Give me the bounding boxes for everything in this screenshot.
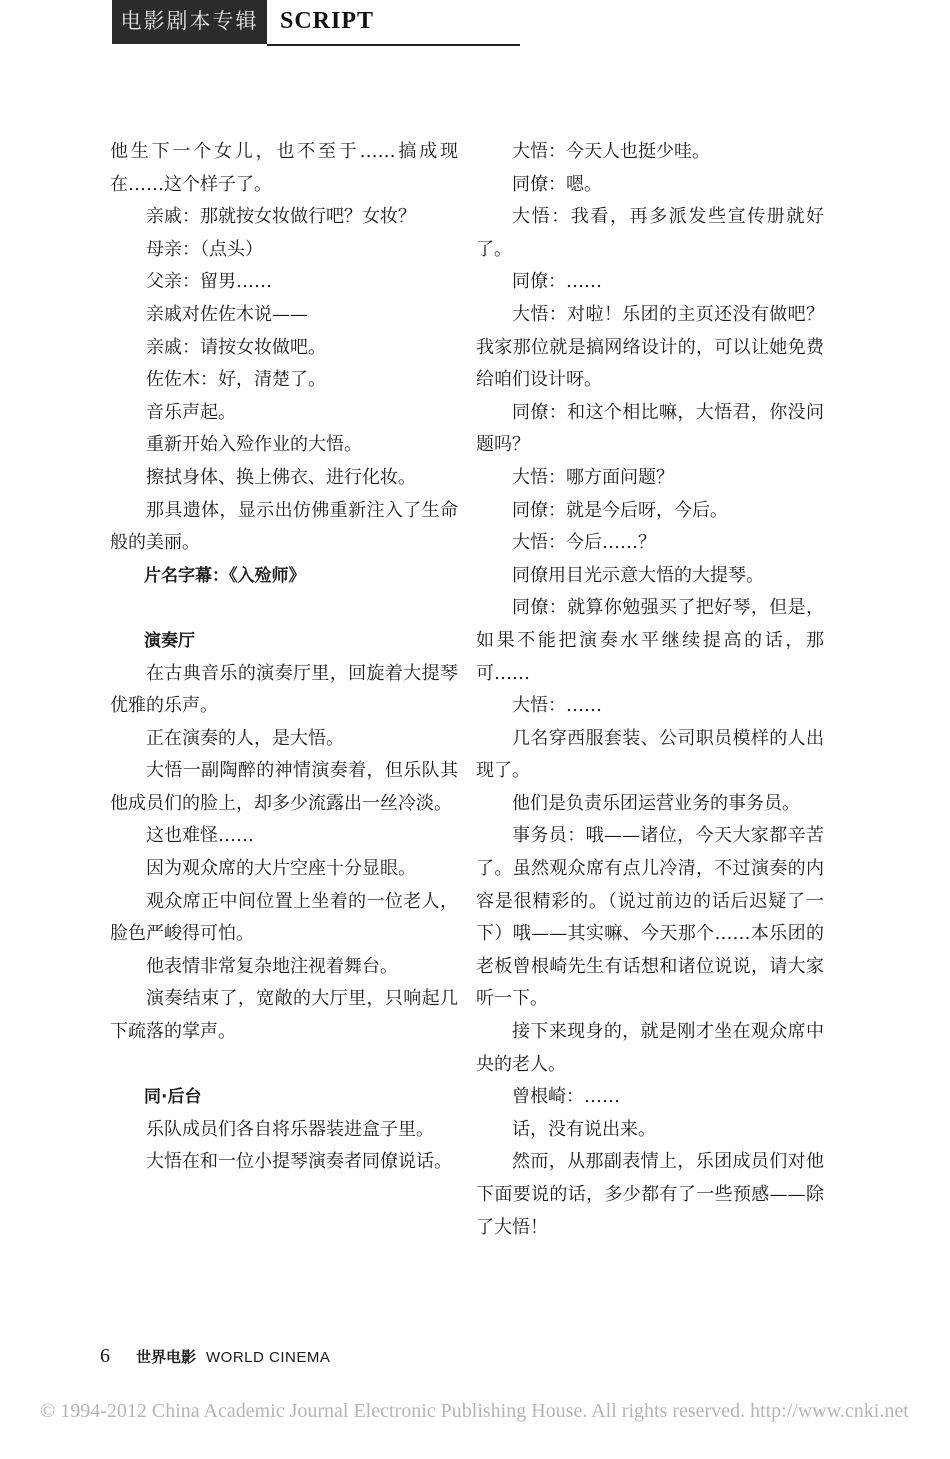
paragraph: 演奏结束了，宽敞的大厅里，只响起几下疏落的掌声。 bbox=[110, 988, 458, 1043]
magazine-name-en: WORLD CINEMA bbox=[206, 1349, 331, 1366]
paragraph: 他表情非常复杂地注视着舞台。 bbox=[146, 955, 398, 977]
section-gap bbox=[110, 1049, 458, 1082]
page-footer bbox=[100, 1345, 330, 1368]
paragraph: 这也难怪…… bbox=[146, 825, 254, 847]
paragraph: 音乐声起。 bbox=[146, 401, 236, 423]
left-column bbox=[110, 136, 458, 1179]
paragraph: 父亲：留男…… bbox=[146, 271, 272, 293]
paragraph: 亲戚：请按女妆做吧。 bbox=[146, 336, 326, 358]
paragraph: 同僚：就算你勉强买了把好琴，但是，如果不能把演奏水平继续提高的话，那可…… bbox=[476, 597, 824, 684]
scene-heading: 同·后台 bbox=[144, 1087, 202, 1108]
paragraph: 几名穿西服套装、公司职员模样的人出现了。 bbox=[476, 727, 824, 782]
paragraph: 在古典音乐的演奏厅里，回旋着大提琴优雅的乐声。 bbox=[110, 662, 458, 717]
section-gap bbox=[110, 592, 458, 625]
paragraph: 同僚：…… bbox=[512, 271, 602, 293]
scene-heading: 演奏厅 bbox=[144, 630, 195, 651]
paragraph: 同僚用目光示意大悟的大提琴。 bbox=[512, 564, 764, 586]
copyright-notice: © 1994-2012 China Academic Journal Electronic Publishing House. All rights reserved. http://www.cnki.net bbox=[40, 1400, 909, 1422]
paragraph: 事务员：哦——诸位，今天大家都辛苦了。虽然观众席有点儿冷清，不过演奏的内容是很精彩的。（说过前边的话后迟疑了一下）哦——其实嘛、今天那个……本乐团的老板曾根崎先生有话想和诸位说说，请大家听一下。 bbox=[476, 825, 824, 1010]
section-label-cn: 电影剧本专辑 bbox=[112, 0, 267, 44]
section-label-en: SCRIPT bbox=[280, 8, 375, 34]
paragraph: 亲戚对佐佐木说—— bbox=[146, 303, 308, 325]
paragraph: 然而，从那副表情上，乐团成员们对他下面要说的话，多少都有了一些预感——除了大悟！ bbox=[476, 1151, 824, 1238]
paragraph: 观众席正中间位置上坐着的一位老人，脸色严峻得可怕。 bbox=[110, 890, 458, 945]
paragraph: 大悟：哪方面问题？ bbox=[512, 466, 674, 488]
paragraph: 同僚：就是今后呀，今后。 bbox=[512, 499, 728, 521]
paragraph: 大悟：对啦！乐团的主页还没有做吧？我家那位就是搞网络设计的，可以让她免费给咱们设计呀。 bbox=[476, 303, 824, 391]
running-header bbox=[112, 0, 520, 46]
paragraph: 曾根崎：…… bbox=[512, 1086, 620, 1108]
paragraph: 大悟：我看，再多派发些宣传册就好了。 bbox=[476, 206, 824, 260]
paragraph: 大悟：…… bbox=[512, 695, 602, 717]
paragraph: 接下来现身的，就是刚才坐在观众席中央的老人。 bbox=[476, 1021, 824, 1075]
paragraph: 同僚：和这个相比嘛，大悟君，你没问题吗？ bbox=[476, 401, 824, 456]
paragraph: 佐佐木：好，清楚了。 bbox=[146, 369, 326, 391]
paragraph: 大悟：今后……？ bbox=[512, 532, 656, 554]
page-number: 6 bbox=[100, 1345, 110, 1367]
paragraph: 他生下一个女儿，也不至于……搞成现在……这个样子了。 bbox=[110, 141, 458, 195]
paragraph: 那具遗体，显示出仿佛重新注入了生命般的美丽。 bbox=[110, 499, 458, 554]
paragraph: 因为观众席的大片空座十分显眼。 bbox=[146, 858, 416, 880]
paragraph: 亲戚：那就按女妆做行吧？女妆？ bbox=[146, 206, 416, 228]
paragraph: 乐队成员们各自将乐器装进盒子里。 bbox=[146, 1118, 434, 1140]
paragraph: 话，没有说出来。 bbox=[512, 1118, 656, 1140]
paragraph: 大悟在和一位小提琴演奏者同僚说话。 bbox=[146, 1151, 452, 1173]
header-rule bbox=[267, 44, 520, 46]
paragraph: 正在演奏的人，是大悟。 bbox=[146, 727, 344, 749]
paragraph: 大悟一副陶醉的神情演奏着，但乐队其他成员们的脸上，却多少流露出一丝冷淡。 bbox=[110, 760, 458, 814]
paragraph: 母亲：（点头） bbox=[146, 238, 263, 260]
paragraph: 大悟：今天人也挺少哇。 bbox=[512, 141, 710, 162]
paragraph: 擦拭身体、换上佛衣、进行化妆。 bbox=[146, 466, 416, 488]
scene-heading: 片名字幕：《入殓师》 bbox=[144, 565, 306, 586]
right-column bbox=[476, 136, 824, 1244]
paragraph: 同僚：嗯。 bbox=[512, 173, 602, 195]
magazine-name-cn: 世界电影 bbox=[136, 1348, 197, 1366]
paragraph: 重新开始入殓作业的大悟。 bbox=[146, 434, 362, 456]
paragraph: 他们是负责乐团运营业务的事务员。 bbox=[512, 792, 800, 814]
